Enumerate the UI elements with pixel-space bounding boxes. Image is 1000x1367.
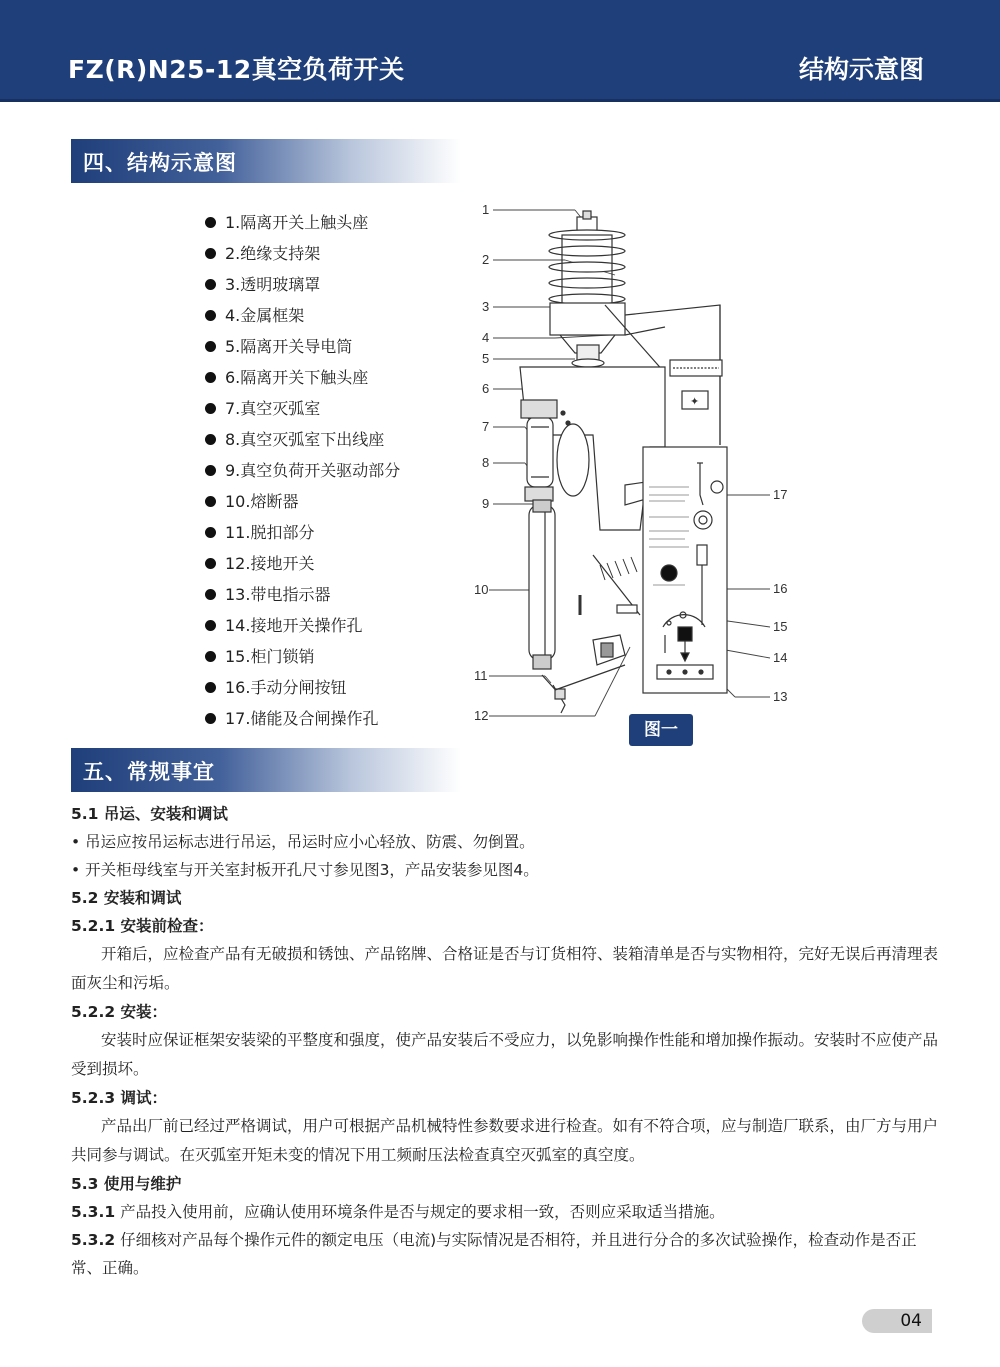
section-4-heading xyxy=(71,139,461,183)
callout-3: 3 xyxy=(482,299,490,314)
bullet-icon xyxy=(205,403,216,414)
callout-4: 4 xyxy=(482,330,490,345)
bullet-icon xyxy=(205,620,216,631)
bullet-icon xyxy=(205,465,216,476)
bullet-icon xyxy=(205,682,216,693)
bullet-icon xyxy=(205,217,216,228)
callout-5: 5 xyxy=(482,351,490,366)
bullet-icon xyxy=(205,527,216,538)
list-item: 1.隔离开关上触头座 xyxy=(205,207,400,238)
section-4-title: 四、结构示意图 xyxy=(83,151,237,175)
list-item: 5.隔离开关导电筒 xyxy=(205,331,400,362)
bullet-hoisting: • 吊运应按吊运标志进行吊运，吊运时应小心轻放、防震、勿倒置。 xyxy=(71,833,535,851)
heading-5-2-3: 5.2.3 调试： xyxy=(71,1089,168,1107)
page-header xyxy=(0,0,1000,102)
list-item: 10.熔断器 xyxy=(205,486,400,517)
list-item: 4.金属框架 xyxy=(205,300,400,331)
paragraph-5-2-3: 产品出厂前已经过严格调试，用户可根据产品机械特性参数要求进行检查。如有不符合项，应与制造厂联系，由厂方与用户共同参与调试。在灭弧室开矩未变的情况下用工频耐压法检查真空灭弧室的真空度。 xyxy=(71,1117,939,1164)
callout-15: 15 xyxy=(773,619,788,634)
figure-label: 图一 xyxy=(629,714,693,746)
callout-7: 7 xyxy=(482,419,490,434)
list-item: 17.储能及合闸操作孔 xyxy=(205,703,400,734)
paragraph-5-2-1: 开箱后，应检查产品有无破损和锈蚀、产品铭牌、合格证是否与订货相符、装箱清单是否与实物相符，完好无误后再清理表面灰尘和污垢。 xyxy=(71,945,939,992)
section-5-heading xyxy=(71,748,461,792)
callout-16: 16 xyxy=(773,581,788,596)
list-item: 14.接地开关操作孔 xyxy=(205,610,400,641)
list-item: 7.真空灭弧室 xyxy=(205,393,400,424)
bullet-icon xyxy=(205,651,216,662)
insulator-stack xyxy=(549,211,625,367)
drive-mechanism xyxy=(555,555,640,690)
bullet-icon xyxy=(205,372,216,383)
page-number: 04 xyxy=(862,1309,932,1333)
switch-structure-diagram xyxy=(465,195,805,745)
bullet-icon xyxy=(205,341,216,352)
operation-panel xyxy=(643,447,727,693)
list-item: 3.透明玻璃罩 xyxy=(205,269,400,300)
callout-13: 13 xyxy=(773,689,788,704)
list-item: 15.柜门锁销 xyxy=(205,641,400,672)
callout-14: 14 xyxy=(773,650,788,665)
bullet-icon xyxy=(205,713,216,724)
item-5-3-1: 5.3.1 产品投入使用前，应确认使用环境条件是否与规定的要求相一致，否则应采取适当措施。 xyxy=(71,1203,725,1221)
callout-11: 11 xyxy=(474,668,488,683)
right-callout-labels xyxy=(773,487,787,704)
callout-1: 1 xyxy=(482,202,490,217)
list-item: 11.脱扣部分 xyxy=(205,517,400,548)
heading-5-2-2: 5.2.2 安装： xyxy=(71,1003,168,1021)
bullet-icon xyxy=(205,310,216,321)
callout-12: 12 xyxy=(474,708,489,723)
document-title: FZ(R)N25-12真空负荷开关 xyxy=(68,55,405,84)
list-item: 8.真空灭弧室下出线座 xyxy=(205,424,400,455)
bullet-icon xyxy=(205,558,216,569)
list-item: 2.绝缘支持架 xyxy=(205,238,400,269)
fuse xyxy=(529,500,565,713)
bullet-opening-size: • 开关柜母线室与开关室封板开孔尺寸参见图3，产品安装参见图4。 xyxy=(71,861,539,879)
list-item: 12.接地开关 xyxy=(205,548,400,579)
bullet-icon xyxy=(205,248,216,259)
heading-5-2-1: 5.2.1 安装前检查： xyxy=(71,917,214,935)
heading-5-1: 5.1 吊运、安装和调试 xyxy=(71,805,228,823)
callout-17: 17 xyxy=(773,487,788,502)
callout-8: 8 xyxy=(482,455,490,470)
callout-6: 6 xyxy=(482,381,490,396)
header-section-label: 结构示意图 xyxy=(798,55,924,84)
general-notes xyxy=(71,800,943,1282)
paragraph-5-2-2: 安装时应保证框架安装梁的平整度和强度，使产品安装后不受应力，以免影响操作性能和增加操作振动。安装时不应使产品受到损坏。 xyxy=(71,1031,939,1078)
heading-5-2: 5.2 安装和调试 xyxy=(71,889,182,907)
parts-list xyxy=(205,207,400,734)
list-item: 9.真空负荷开关驱动部分 xyxy=(205,455,400,486)
list-item: 6.隔离开关下触头座 xyxy=(205,362,400,393)
bullet-icon xyxy=(205,279,216,290)
bullet-icon xyxy=(205,434,216,445)
callout-9: 9 xyxy=(482,496,490,511)
svg-text:✦: ✦ xyxy=(690,396,700,408)
callout-2: 2 xyxy=(482,252,490,267)
list-item: 13.带电指示器 xyxy=(205,579,400,610)
list-item: 16.手动分闸按钮 xyxy=(205,672,400,703)
left-callout-labels xyxy=(474,202,489,723)
bullet-icon xyxy=(205,496,216,507)
callout-10: 10 xyxy=(474,582,489,597)
bullet-icon xyxy=(205,589,216,600)
heading-5-3: 5.3 使用与维护 xyxy=(71,1175,182,1193)
section-5-title: 五、常规事宜 xyxy=(83,760,215,784)
item-5-3-2: 5.3.2 仔细核对产品每个操作元件的额定电压（电流)与实际情况是否相符，并且进行分合的多次试验操作，检查动作是否正常、正确。 xyxy=(71,1231,917,1277)
